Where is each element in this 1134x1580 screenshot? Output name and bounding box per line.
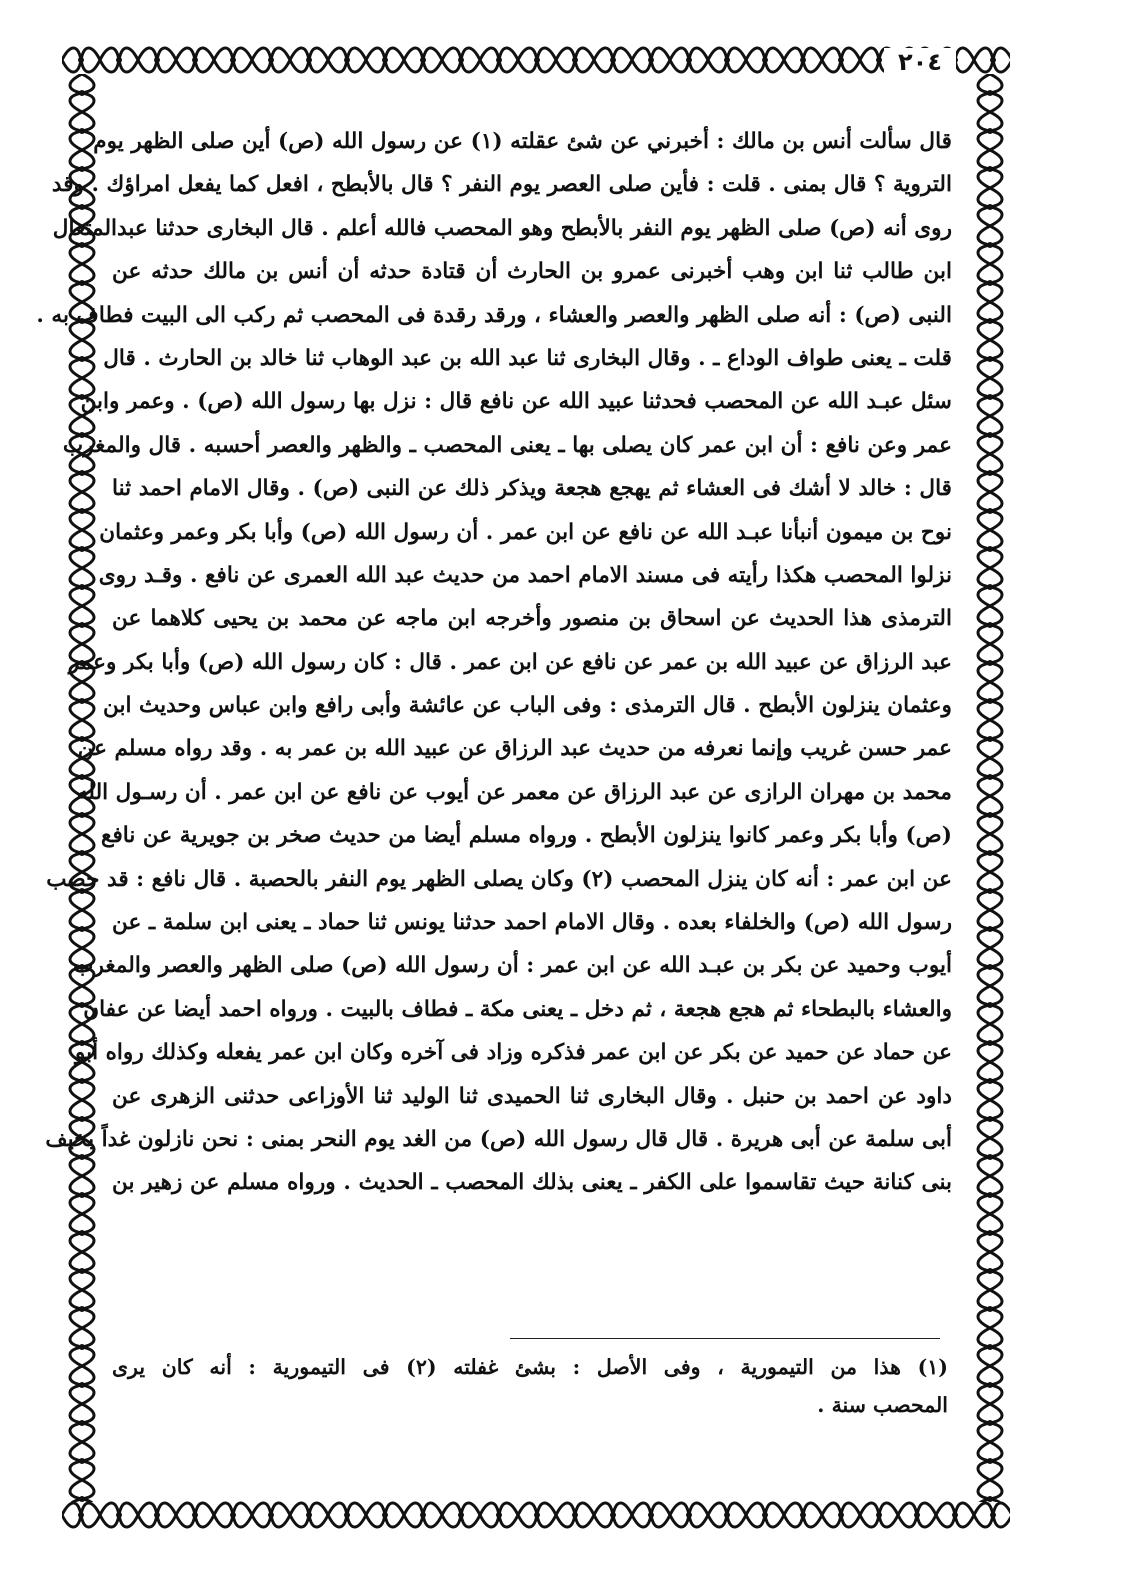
text-line: نوح بن ميمون أنبأنا عبـد الله عن نافع عن ابن عمر . أن رسول الله (ص) وأبا بكر وعمر وعثمان xyxy=(99,519,952,545)
footnote-line: (١) هذا من التيمورية ، وفى الأصل : بشئ غفلته (٢) فى التيمورية : أنه كان يرى xyxy=(112,1355,948,1379)
text-line: روى أنه (ص) صلى الظهر يوم النفر بالأبطح وهو المحصب فالله أعلم . قال البخارى حدثنا عبدالمتعال xyxy=(52,215,952,241)
text-line: ابن طالب ثنا ابن وهب أخبرنى عمرو بن الحارث أن قتادة حدثه أن أنس بن مالك حدثه عن xyxy=(112,259,952,285)
text-line: وعثمان ينزلون الأبطح . قال الترمذى : وفى الباب عن عائشة وأبى رافع وابن عباس وحديث ابن xyxy=(103,693,952,719)
text-line: داود عن احمد بن حنبل . وقال البخارى ثنا الحميدى ثنا الوليد ثنا الأوزاعى حدثنى الزهرى عن xyxy=(112,1083,952,1109)
main-text xyxy=(36,120,952,1205)
ornamental-border-top xyxy=(62,40,1010,80)
text-line: قال : خالد لا أشك فى العشاء ثم يهجع هجعة ويذكر ذلك عن النبى (ص) . وقال الامام احمد ثنا xyxy=(112,476,952,502)
text-line: والعشاء بالبطحاء ثم هجع هجعة ، ثم دخل ـ يعنى مكة ـ فطاف بالبيت . ورواه احمد أيضا عن عفان xyxy=(83,996,952,1022)
text-line: (ص) وأبا بكر وعمر كانوا ينزلون الأبطح . ورواه مسلم أيضا من حديث صخر بن جويرية عن نافع xyxy=(100,823,952,849)
text-line: عمر حسن غريب وإنما نعرفه من حديث عبد الرزاق عن عبيد الله بن عمر به . وقد رواه مسلم عن xyxy=(77,736,952,762)
text-line: عن ابن عمر : أنه كان ينزل المحصب (٢) وكان يصلى الظهر يوم النفر بالحصبة . قال نافع : قد حصب xyxy=(46,866,952,892)
text-line: أيوب وحميد عن بكر بن عبـد الله عن ابن عمر : أن رسول الله (ص) صلى الظهر والعصر والمغرب xyxy=(73,953,952,979)
text-line: التروية ؟ قال بمنى . قلت : فأين صلى العصر يوم النفر ؟ قال بالأبطح ، افعل كما يفعل امراؤك . وقد xyxy=(51,172,952,198)
footnote-line: المحصب سنة . xyxy=(817,1393,948,1417)
text-line: عن حماد عن حميد عن بكر عن ابن عمر فذكره وزاد فى آخره وكان ابن عمر يفعله وكذلك رواه أبو xyxy=(74,1040,952,1066)
text-line: أبى سلمة عن أبى هريرة . قال قال رسول الله (ص) من الغد يوم النحر بمنى : نحن نازلون غداً بخيف xyxy=(45,1126,952,1152)
text-line: الترمذى هذا الحديث عن اسحاق بن منصور وأخرجه ابن ماجه عن محمد بن يحيى كلاهما عن xyxy=(112,606,952,632)
page-number: ٢٠٤ xyxy=(884,48,956,76)
text-line: النبى (ص) : أنه صلى الظهر والعصر والعشاء ، ورقد رقدة فى المحصب ثم ركب الى البيت فطاف به . xyxy=(36,302,952,328)
text-line: نزلوا المحصب هكذا رأيته فى مسند الامام احمد من حديث عبد الله العمرى عن نافع . وقـد روى xyxy=(98,562,952,588)
text-line: قلت ـ يعنى طواف الوداع ـ . وقال البخارى ثنا عبد الله بن عبد الوهاب ثنا خالد بن الحارث . قال xyxy=(103,345,952,371)
ornamental-border-right xyxy=(970,74,1010,1502)
text-line: بنى كنانة حيث تقاسموا على الكفر ـ يعنى بذلك المحصب ـ الحديث . ورواه مسلم عن زهير بن xyxy=(112,1170,952,1196)
footnotes xyxy=(112,1348,948,1424)
text-line: سئل عبـد الله عن المحصب فحدثنا عبيد الله عن نافع قال : نزل بها رسول الله (ص) . وعمر وابن xyxy=(80,389,952,415)
footnote-divider xyxy=(510,1338,940,1339)
text-line: رسول الله (ص) والخلفاء بعده . وقال الامام احمد حدثنا يونس ثنا حماد ـ يعنى ابن سلمة ـ عن xyxy=(112,910,952,936)
text-line: عبد الرزاق عن عبيد الله بن عمر عن نافع عن ابن عمر . قال : كان رسول الله (ص) وأبا بكر وعمر xyxy=(68,649,952,675)
ornamental-border-bottom xyxy=(62,1495,1010,1533)
text-line: قال سألت أنس بن مالك : أخبرني عن شئ عقلته (١) عن رسول الله (ص) أين صلى الظهر يوم xyxy=(93,129,952,154)
text-line: عمر وعن نافع : أن ابن عمر كان يصلى بها ـ يعنى المحصب ـ والظهر والعصر أحسبه . قال والمغرب xyxy=(62,432,952,458)
text-line: محمد بن مهران الرازى عن عبد الرزاق عن معمر عن أيوب عن نافع عن ابن عمر . أن رسـول الله xyxy=(76,779,952,805)
